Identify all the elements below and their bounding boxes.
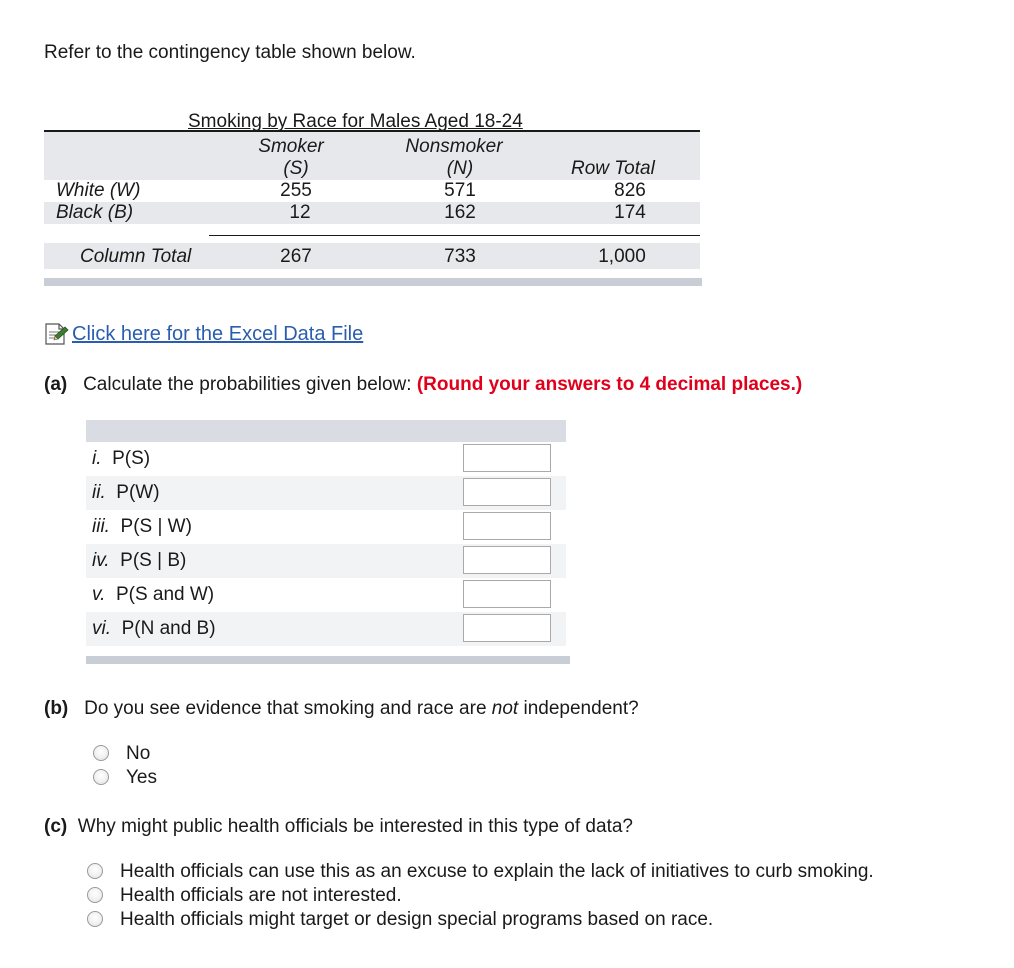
part-b-prompt-emphasis: not: [491, 698, 519, 719]
radio-not-interested[interactable]: [87, 887, 103, 903]
item-expression: P(S | B): [120, 550, 187, 571]
part-b-question: [44, 698, 639, 720]
answer-input-pn-and-b[interactable]: [463, 614, 551, 642]
part-b-prompt-end: independent?: [523, 698, 639, 719]
item-expression: P(W): [116, 482, 160, 503]
answer-row-ps-given-w: [86, 510, 566, 544]
item-number: iv.: [92, 550, 110, 571]
answer-row-ps-and-w: [86, 578, 566, 612]
excel-file-icon: [44, 323, 70, 345]
intro-text: Refer to the contingency table shown below.: [44, 42, 416, 63]
cell-black-nonsmoker: 162: [444, 202, 476, 223]
row-label-column-total: Column Total: [80, 246, 192, 267]
col-header-nonsmoker: Nonsmoker: [405, 136, 503, 157]
option-excuse-label: Health officials can use this as an excuse to explain the lack of initiatives to curb smoking.: [120, 861, 874, 882]
answer-row-pw: [86, 476, 566, 510]
col-header-smoker-abbr: (S): [283, 158, 309, 179]
answer-row-ps: [86, 442, 566, 476]
part-c-question: [44, 816, 633, 838]
excel-file-link[interactable]: Click here for the Excel Data File: [72, 323, 364, 345]
option-no-label: No: [126, 743, 151, 764]
part-b-tag: (b): [44, 698, 69, 719]
part-c-prompt: Why might public health officials be interested in this type of data?: [77, 816, 633, 837]
answer-row-ps-given-b: [86, 544, 566, 578]
row-label-white: White (W): [56, 180, 141, 201]
answer-input-ps-given-b[interactable]: [463, 546, 551, 574]
item-number: i.: [92, 448, 102, 469]
cell-total-all: 1,000: [598, 246, 646, 267]
cell-white-nonsmoker: 571: [444, 180, 476, 201]
part-a-prompt: Calculate the probabilities given below:: [83, 374, 412, 395]
cell-total-smoker: 267: [280, 246, 312, 267]
cell-total-nonsmoker: 733: [444, 246, 476, 267]
table-title: Smoking by Race for Males Aged 18-24: [188, 111, 523, 132]
option-not-interested-label: Health officials are not interested.: [120, 885, 402, 906]
answer-table-header: [86, 420, 566, 442]
item-expression: P(N and B): [121, 618, 216, 639]
answer-input-ps-given-w[interactable]: [463, 512, 551, 540]
answer-input-pw[interactable]: [463, 478, 551, 506]
radio-yes[interactable]: [93, 769, 109, 785]
row-label-black: Black (B): [56, 202, 134, 223]
item-number: vi.: [92, 618, 111, 639]
part-a-rounding-note: (Round your answers to 4 decimal places.): [416, 374, 803, 395]
answer-input-ps[interactable]: [463, 444, 551, 472]
part-c-tag: (c): [44, 816, 68, 837]
radio-excuse[interactable]: [87, 863, 103, 879]
answer-table-bottom-bar: [86, 656, 570, 664]
part-a-question: [44, 374, 802, 396]
option-yes-label: Yes: [126, 767, 157, 788]
item-number: ii.: [92, 482, 106, 503]
answer-input-ps-and-w[interactable]: [463, 580, 551, 608]
col-header-smoker: Smoker: [258, 136, 324, 157]
radio-target-programs[interactable]: [87, 911, 103, 927]
answer-row-pn-and-b: [86, 612, 566, 646]
item-expression: P(S): [112, 448, 151, 469]
option-target-programs-label: Health officials might target or design special programs based on race.: [120, 909, 714, 930]
item-number: v.: [92, 584, 106, 605]
cell-black-total: 174: [614, 202, 646, 223]
radio-no[interactable]: [93, 745, 109, 761]
col-header-row-total: Row Total: [571, 158, 655, 179]
table-bottom-bar: [44, 278, 702, 286]
part-b-prompt-start: Do you see evidence that smoking and race are: [84, 698, 487, 719]
cell-black-smoker: 12: [289, 202, 311, 223]
item-expression: P(S | W): [120, 516, 192, 537]
cell-white-smoker: 255: [280, 180, 312, 201]
part-a-tag: (a): [44, 374, 68, 395]
total-rule: [209, 235, 700, 236]
col-header-nonsmoker-abbr: (N): [446, 158, 474, 179]
item-number: iii.: [92, 516, 110, 537]
item-expression: P(S and W): [115, 584, 215, 605]
cell-white-total: 826: [614, 180, 646, 201]
